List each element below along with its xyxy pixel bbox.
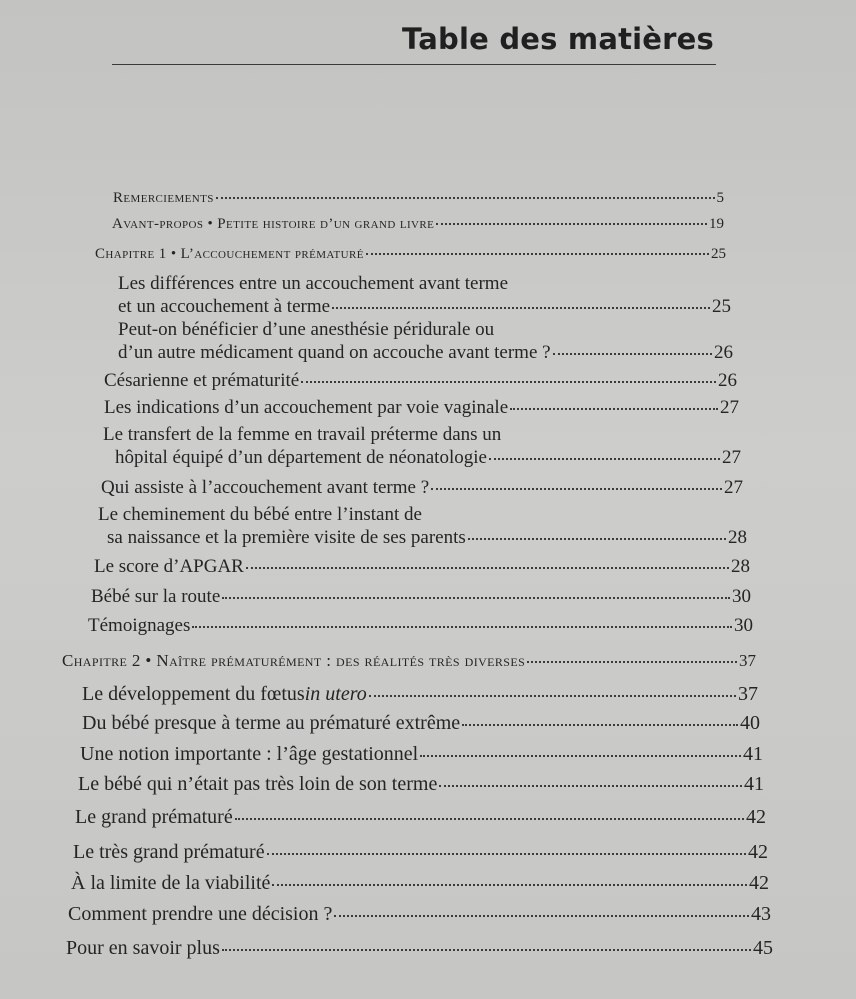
dot-leader	[246, 567, 729, 569]
dot-leader	[267, 853, 746, 855]
dot-leader	[235, 818, 744, 820]
toc-entry-title: Qui assiste à l’accouchement avant terme ?	[101, 477, 430, 498]
toc-entry-first-line: Le cheminement du bébé entre l’instant de	[98, 504, 422, 525]
toc-page-number: 5	[716, 190, 724, 206]
toc-entry-title: Une notion importante : l’âge gestationnel	[80, 743, 419, 765]
toc-page-number: 41	[744, 773, 764, 795]
dot-leader	[334, 915, 749, 917]
toc-page-number: 26	[714, 342, 733, 363]
toc-entry-title: Remerciements	[113, 190, 214, 206]
toc-entry-title: Comment prendre une décision ?	[68, 903, 333, 925]
toc-page-number: 43	[751, 903, 771, 925]
toc-entry-title: Du bébé presque à terme au prématuré extrême	[82, 712, 461, 734]
toc-page-number: 28	[728, 527, 747, 548]
toc-page-number: 42	[746, 806, 766, 828]
dot-leader	[436, 223, 707, 225]
dot-leader	[332, 307, 710, 309]
toc-page-number: 41	[743, 743, 763, 765]
toc-entry-title: À la limite de la viabilité	[71, 872, 271, 894]
toc-page-number: 30	[732, 586, 751, 607]
dot-leader	[420, 755, 741, 757]
dot-leader	[431, 488, 722, 490]
toc-entry-title: Le grand prématuré	[75, 806, 233, 828]
toc-page-number: 27	[724, 477, 743, 498]
toc-entry-title: d’un autre médicament quand on accouche avant terme ?	[118, 342, 551, 363]
toc-page-number: 37	[739, 651, 756, 670]
toc-entry-title: Le développement du fœtus	[82, 683, 305, 705]
toc-page-number: 28	[731, 556, 750, 577]
toc-entry-title: Chapitre 2 • Naître prématurément : des réalités très diverses	[62, 651, 526, 670]
toc-entry-title: Le très grand prématuré	[73, 841, 265, 863]
page-title: Table des matières	[402, 22, 714, 56]
toc-entry-first-line: Les différences entre un accouchement avant terme	[118, 273, 509, 294]
toc-page-number: 30	[734, 615, 753, 636]
dot-leader	[527, 661, 737, 663]
dot-leader	[553, 353, 712, 355]
toc-entry-first-line: Le transfert de la femme en travail préterme dans un	[103, 424, 502, 445]
toc-entry-italic: in utero	[304, 683, 367, 705]
dot-leader	[216, 197, 715, 199]
toc-page-number: 25	[712, 296, 731, 317]
toc-entry-title: Césarienne et prématurité	[104, 370, 300, 391]
toc-entry-title: et un accouchement à terme	[118, 296, 331, 317]
toc-entry-title: Pour en savoir plus	[66, 937, 220, 959]
toc-entry-title: Le bébé qui n’était pas très loin de son terme	[78, 773, 438, 795]
dot-leader	[462, 724, 738, 726]
toc-entry-title: sa naissance et la première visite de ses parents	[107, 527, 466, 548]
toc-page-number: 27	[722, 447, 741, 468]
toc-page-number: 27	[720, 397, 739, 418]
dot-leader	[468, 538, 726, 540]
toc-entry-title: Bébé sur la route	[91, 586, 221, 607]
toc-entry-title: Témoignages	[88, 615, 191, 636]
toc-entry-title: Les indications d’un accouchement par voie vaginale	[104, 397, 509, 418]
toc-entry-title: Chapitre 1 • L’accouchement prématuré	[95, 246, 364, 262]
toc-page-number: 26	[718, 370, 737, 391]
toc-entry-title: Le score d’APGAR	[94, 556, 244, 577]
dot-leader	[222, 949, 751, 951]
toc-page-number: 42	[748, 841, 768, 863]
toc-page-number: 40	[740, 712, 760, 734]
dot-leader	[439, 785, 742, 787]
dot-leader	[369, 695, 736, 697]
toc-page-number: 19	[709, 216, 724, 232]
toc-entry-first-line: Peut-on bénéficier d’une anesthésie péridurale ou	[118, 319, 495, 340]
dot-leader	[192, 626, 732, 628]
dot-leader	[510, 408, 718, 410]
dot-leader	[272, 884, 747, 886]
dot-leader	[301, 381, 716, 383]
toc-entry-title: hôpital équipé d’un département de néonatologie	[115, 447, 487, 468]
dot-leader	[489, 458, 720, 460]
toc-entry-title: Avant-propos • Petite histoire d’un grand livre	[112, 216, 435, 232]
toc-page-number: 42	[749, 872, 769, 894]
dot-leader	[366, 253, 709, 255]
toc-page-number: 37	[738, 683, 758, 705]
toc-page-number: 45	[753, 937, 773, 959]
dot-leader	[222, 597, 730, 599]
toc-page-number: 25	[711, 246, 726, 262]
